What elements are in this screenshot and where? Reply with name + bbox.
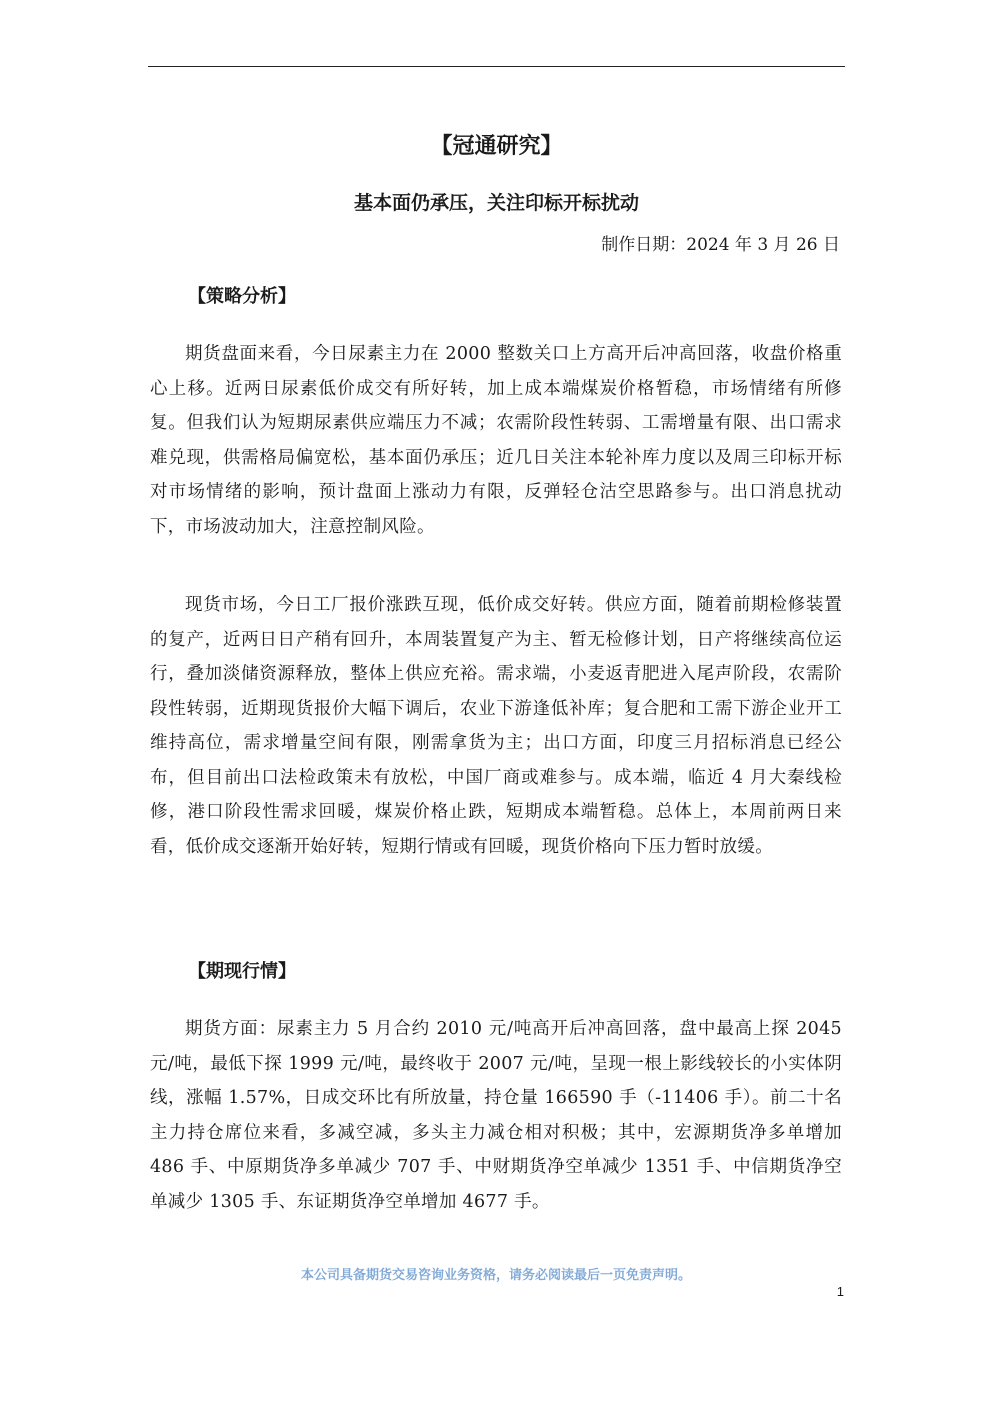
- market-paragraph-1: 期货方面：尿素主力 5 月合约 2010 元/吨高开后冲高回落，盘中最高上探 2045 元/吨，最低下探 1999 元/吨，最终收于 2007 元/吨，呈现一根上影线较长的小实体阴线，涨幅 1.57%，日成交环比有所放量，持仓量 166590 手（-11406 手）。前二十名主力持仓席位来看，多减空减，多头主力减仓相对积极；其中，宏源期货净多单增加 486 手、中原期货净多单减少 707 手、中财期货净空单减少 1351 手、中信期货净空单减少 1305 手、东证期货净空单增加 4677 手。: [150, 1019, 842, 1212]
- brand-heading: 【冠通研究】: [430, 133, 563, 159]
- report-date: 制作日期：2024 年 3 月 26 日: [601, 235, 840, 255]
- strategy-paragraph-1: 期货盘面来看，今日尿素主力在 2000 整数关口上方高开后冲高回落，收盘价格重心上移。近两日尿素低价成交有所好转，加上成本端煤炭价格暂稳，市场情绪有所修复。但我们认为短期尿素供应端压力不减；农需阶段性转弱、工需增量有限、出口需求难兑现，供需格局偏宽松，基本面仍承压；近几日关注本轮补库力度以及周三印标开标对市场情绪的影响，预计盘面上涨动力有限，反弹轻仓沽空思路参与。出口消息扰动下，市场波动加大，注意控制风险。: [150, 344, 842, 537]
- footer-disclaimer: 本公司具备期货交易咨询业务资格，请务必阅读最后一页免责声明。: [300, 1268, 691, 1283]
- header-rule: [148, 66, 845, 67]
- strategy-paragraph-2: 现货市场，今日工厂报价涨跌互现，低价成交好转。供应方面，随着前期检修装置的复产，近两日日产稍有回升，本周装置复产为主、暂无检修计划，日产将继续高位运行，叠加淡储资源释放，整体上供应充裕。需求端，小麦返青肥进入尾声阶段，农需阶段性转弱，近期现货报价大幅下调后，农业下游逢低补库；复合肥和工需下游企业开工维持高位，需求增量空间有限，刚需拿货为主；出口方面，印度三月招标消息已经公布，但目前出口法检政策未有放松，中国厂商或难参与。成本端，临近 4 月大秦线检修，港口阶段性需求回暖，煤炭价格止跌，短期成本端暂稳。总体上，本周前两日来看，低价成交逐渐开始好转，短期行情或有回暖，现货价格向下压力暂时放缓。: [150, 595, 842, 857]
- report-title: 基本面仍承压，关注印标开标扰动: [353, 192, 639, 214]
- page-number: 1: [836, 1284, 844, 1299]
- section-heading-strategy: 【策略分析】: [188, 286, 296, 307]
- section-heading-market: 【期现行情】: [188, 961, 296, 982]
